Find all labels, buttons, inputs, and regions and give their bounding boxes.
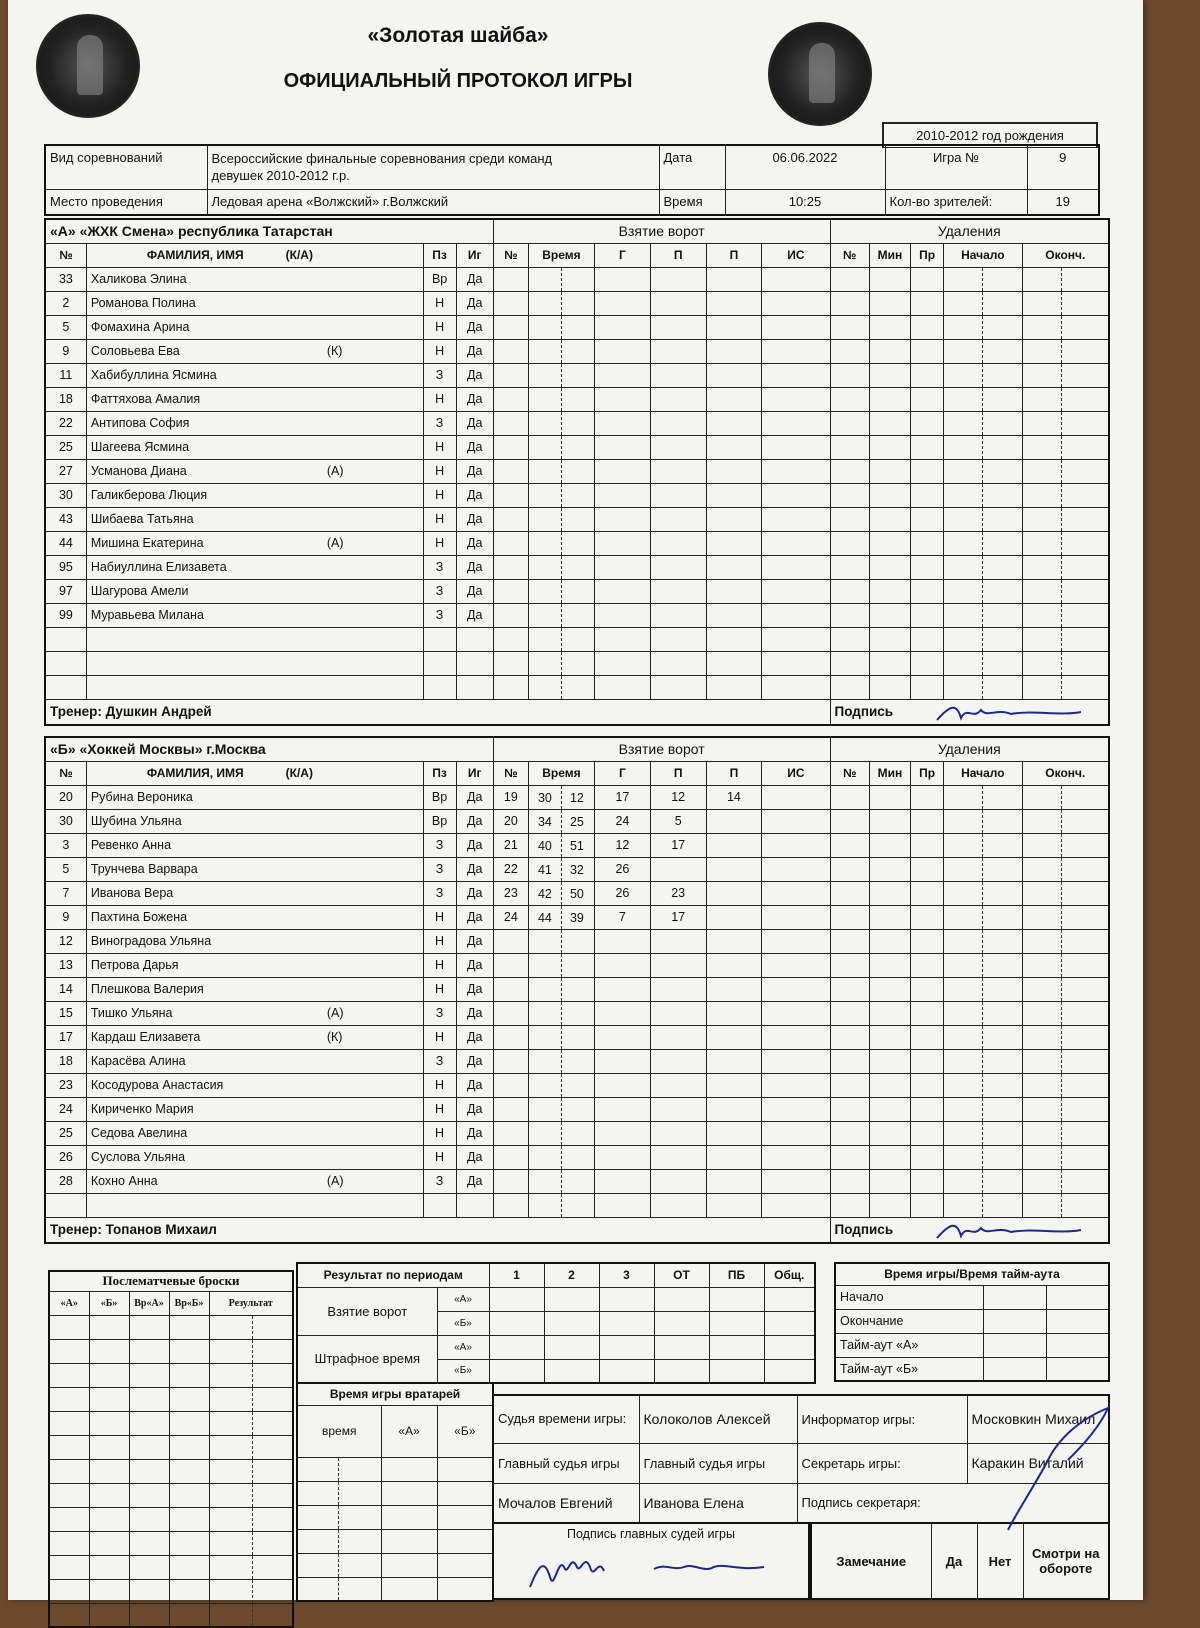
referees-signatures — [524, 1537, 794, 1599]
team_a-table: «А» «ЖХК Смена» республика Татарстан Взятие ворот Удаления № ФАМИЛИЯ, ИМЯ (К/А) Пз Иг № Время Г П П ИС № Мин Пр Начало Оконч. 33 Халикова Элина Вр Да 2 Романова Полина Н Да 5 Фомахина Арина Н Да 9 Соловьева Ева (К) Н Да 11 Хабибуллина Ясмина З Да 18 Фаттяхова Амалия Н Да 22 Антипова София З Да 25 Шагеева Ясмина Н Да 27 Усманова Диана (А) Н Да 30 Галикберова Люция Н Да 43 Шибаева Татьяна Н Да 44 Мишина Екатерина (А) Н Да 95 Набиуллина Елизавета З Да 97 Шагурова Амели З Да 99 Муравьева Милана З Да Тренер: Душкин Андрей Подпись — [44, 218, 1110, 726]
empty-row — [45, 627, 1109, 651]
game-number: 9 — [1027, 145, 1099, 189]
player-row: 3 Ревенко Анна З Да 21 40 51 12 17 — [45, 833, 1109, 857]
player-row: 5 Трунчева Варвара З Да 22 41 32 26 — [45, 857, 1109, 881]
empty-row — [45, 651, 1109, 675]
officials-table: Судья времени игры: Колоколов Алексей Информатор игры: Московкин Михаил Главный судья игры Главный судья игры Секретарь игры: Каракин Виталий Мочалов Евгений Иванова Елена Подпись секретаря: — [492, 1394, 1110, 1524]
player-row: 28 Кохно Анна (А) З Да — [45, 1169, 1109, 1193]
player-row: 17 Кардаш Елизавета (К) Н Да — [45, 1025, 1109, 1049]
player-row: 9 Соловьева Ева (К) Н Да — [45, 339, 1109, 363]
player-row: 5 Фомахина Арина Н Да — [45, 315, 1109, 339]
player-row: 12 Виноградова Ульяна Н Да — [45, 929, 1109, 953]
team_b-signature: Подпись — [830, 1217, 1109, 1243]
game-info-table: Вид соревнований Всероссийские финальные соревнования среди команд девушек 2010-2012 г.р. Дата 06.06.2022 Игра № 9 Место проведения Ледовая арена «Волжский» г.Волжский Время 10:25 Кол-во зрителей: 19 — [44, 144, 1100, 216]
player-row: 33 Халикова Элина Вр Да — [45, 267, 1109, 291]
game-time: 10:25 — [725, 189, 885, 215]
player-row: 97 Шагурова Амели З Да — [45, 579, 1109, 603]
team_b-coach: Тренер: Топанов Михаил — [45, 1217, 830, 1243]
tournament-title: «Золотая шайба» — [367, 24, 549, 47]
player-row: 43 Шибаева Татьяна Н Да — [45, 507, 1109, 531]
player-row: 24 Кириченко Мария Н Да — [45, 1097, 1109, 1121]
player-row: 2 Романова Полина Н Да — [45, 291, 1109, 315]
player-row: 27 Усманова Диана (А) Н Да — [45, 459, 1109, 483]
birth-years-box: 2010-2012 год рождения — [882, 122, 1098, 148]
team_b-title: «Б» «Хоккей Москвы» г.Москва — [45, 737, 493, 761]
player-row: 99 Муравьева Милана З Да — [45, 603, 1109, 627]
player-row: 30 Шубина Ульяна Вр Да 20 34 25 24 5 — [45, 809, 1109, 833]
player-row: 11 Хабибуллина Ясмина З Да — [45, 363, 1109, 387]
time-judge: Колоколов Алексей — [639, 1395, 797, 1443]
referees-signature-box: Подпись главных судей игры — [492, 1522, 810, 1600]
remark-table: Замечание Да Нет Смотри на обороте — [810, 1522, 1110, 1600]
player-row: 95 Набиуллина Елизавета З Да — [45, 555, 1109, 579]
game-time-table: Время игры/Время тайм-аута Начало Окончание Тайм-аут «А» Тайм-аут «Б» — [834, 1262, 1110, 1382]
player-row: 18 Карасёва Алина З Да — [45, 1049, 1109, 1073]
informer: Московкин Михаил — [967, 1395, 1109, 1443]
team_b-table: «Б» «Хоккей Москвы» г.Москва Взятие ворот Удаления № ФАМИЛИЯ, ИМЯ (К/А) Пз Иг № Время Г П П ИС № Мин Пр Начало Оконч. 20 Рубина Вероника Вр Да 19 30 12 17 12 14 30 Шубина Ульяна Вр Да 20 34 25 24 5 3 Ревенко Анна З Да 21 40 51 12 17 5 Трунчева Варвара З Да 22 41 32 26 7 Иванова Вера З Да 23 42 50 26 23 9 Пахтина Божена Н Да 24 44 39 7 17 12 Виноградова Ульяна Н Да 13 Петрова Дарья Н Да 14 Плешкова Валерия Н Да 15 Тишко Ульяна (А) З Да 17 Кардаш Елизавета (К) Н Да 18 Карасёва Алина З Да 23 Косодурова Анастасия Н Да 24 Кириченко Мария Н Да 25 Седова Авелина Н Да 26 Суслова Ульяна Н Да 28 Кохно Анна (А) З Да Тренер: Топанов Михаил Подпись — [44, 736, 1110, 1244]
spectators-count: 19 — [1027, 189, 1099, 215]
venue: Ледовая арена «Волжский» г.Волжский — [207, 189, 659, 215]
goalie-time-table: Время игры вратарей время «А» «Б» — [296, 1382, 494, 1602]
player-row: 18 Фаттяхова Амалия Н Да — [45, 387, 1109, 411]
player-row: 23 Косодурова Анастасия Н Да — [45, 1073, 1109, 1097]
player-row: 14 Плешкова Валерия Н Да — [45, 977, 1109, 1001]
player-row: 20 Рубина Вероника Вр Да 19 30 12 17 12 14 — [45, 785, 1109, 809]
team_a-title: «А» «ЖХК Смена» республика Татарстан — [45, 219, 493, 243]
player-row: 15 Тишко Ульяна (А) З Да — [45, 1001, 1109, 1025]
competition-name: Всероссийские финальные соревнования среди команд девушек 2010-2012 г.р. — [207, 145, 659, 189]
shootout-table: Послематчевые броски «А» «Б» Вр«А» Вр«Б» Результат — [48, 1270, 294, 1628]
player-row: 22 Антипова София З Да — [45, 411, 1109, 435]
team_b-signature-mark — [931, 1218, 1091, 1244]
player-row: 9 Пахтина Божена Н Да 24 44 39 7 17 — [45, 905, 1109, 929]
player-row: 25 Шагеева Ясмина Н Да — [45, 435, 1109, 459]
team_a-signature-mark — [931, 700, 1091, 726]
head-referee-2: Иванова Елена — [639, 1483, 797, 1523]
team_a-coach: Тренер: Душкин Андрей — [45, 699, 830, 725]
empty-row — [45, 1193, 1109, 1217]
player-row: 44 Мишина Екатерина (А) Н Да — [45, 531, 1109, 555]
empty-row — [45, 675, 1109, 699]
player-row: 30 Галикберова Люция Н Да — [45, 483, 1109, 507]
head-referee-1: Мочалов Евгений — [493, 1483, 639, 1523]
player-row: 25 Седова Авелина Н Да — [45, 1121, 1109, 1145]
period-results-table: Результат по периодам 1 2 3 ОТ ПБ Общ. Взятие ворот «А» «Б» Штрафное время «А» «Б» — [296, 1262, 816, 1384]
player-row: 13 Петрова Дарья Н Да — [45, 953, 1109, 977]
team_a-signature: Подпись — [830, 699, 1109, 725]
player-row: 26 Суслова Ульяна Н Да — [45, 1145, 1109, 1169]
secretary-signature — [998, 1400, 1128, 1540]
secretary: Каракин Виталий — [967, 1443, 1109, 1483]
game-date: 06.06.2022 — [725, 145, 885, 189]
protocol-title: ОФИЦИАЛЬНЫЙ ПРОТОКОЛ ИГРЫ — [283, 70, 633, 92]
player-row: 7 Иванова Вера З Да 23 42 50 26 23 — [45, 881, 1109, 905]
protocol-sheet — [8, 0, 1143, 1600]
